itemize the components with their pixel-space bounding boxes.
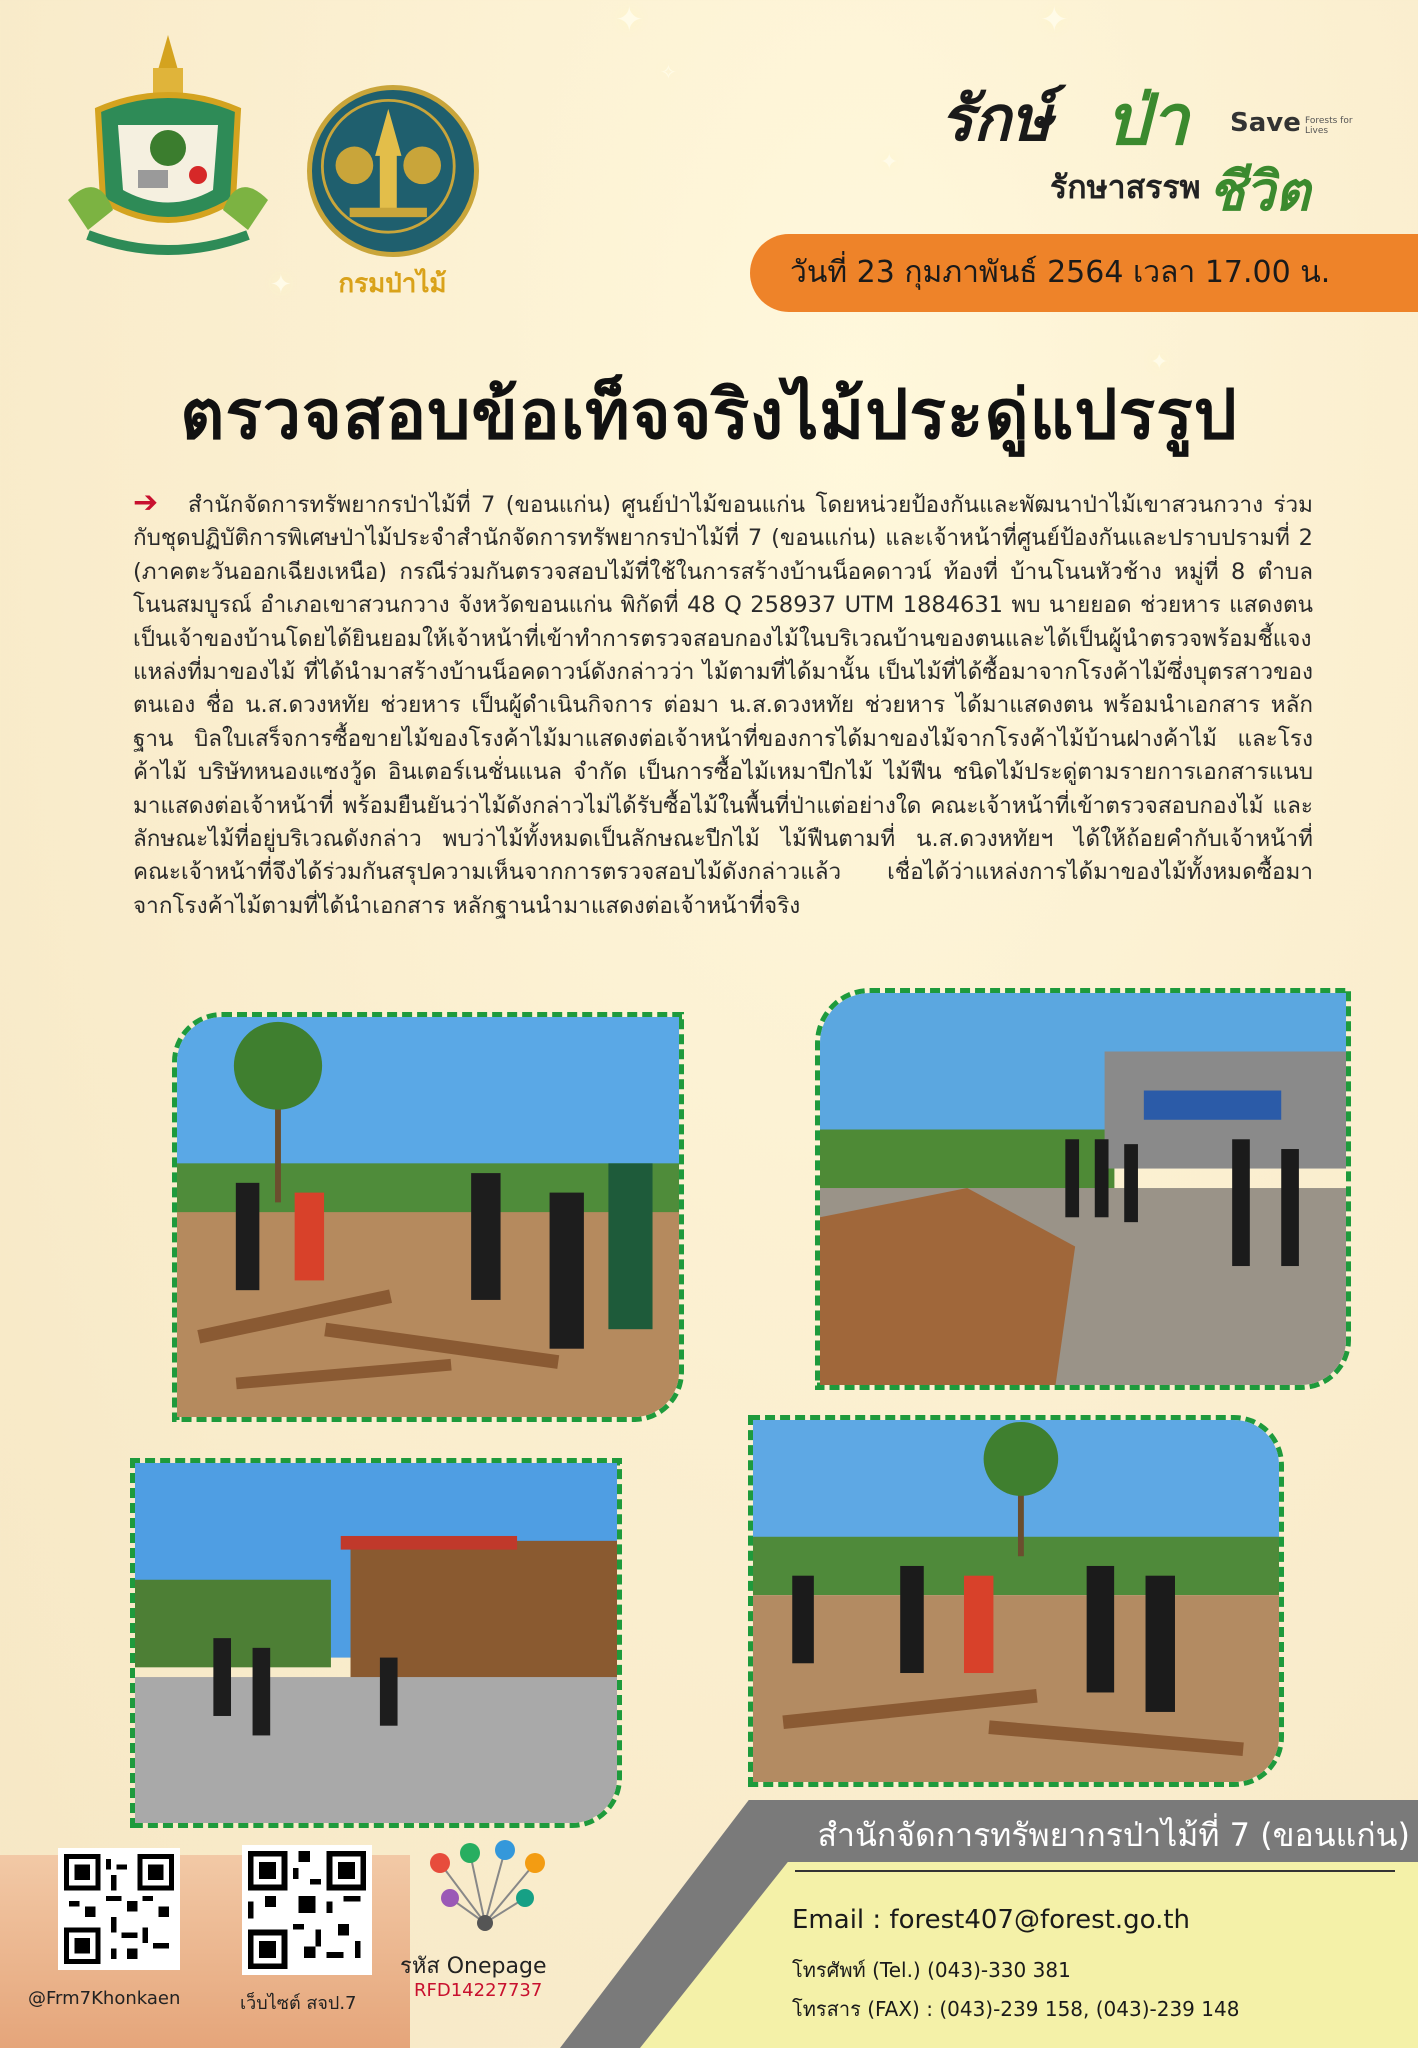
article-text: สำนักจัดการทรัพยากรป่าไม้ที่ 7 (ขอนแก่น) ศูนย์ป่าไม้ขอนแก่น โดยหน่วยป้องกันและพัฒนาป่าไม้เขาสวนกวาง ร่วมกับชุดปฏิบัติการพิเศษป่าไม้ประจำสำนักจัดการทรัพยากรป่าไม้ที่ 7 (ขอนแก่น) และเจ้าหน้าที่ศูนย์ป้องกันและปราบปรามที่ 2 (ภาคตะวันออกเฉียงเหนือ) กรณีร่วมกันตรวจสอบไม้ที่ใช้ในการสร้างบ้านน็อคดาวน์ ท้องที่ บ้านโนนหัวช้าง หมู่ที่ 8 ตำบลโนนสมบูรณ์ อำเภอเขาสวนกวาง จังหวัดขอนแก่น พิกัดที่ 48 Q 258937 UTM 1884631 พบ นายยอด ช่วยหาร แสดงตนเป็นเจ้าของบ้านโดยได้ยินยอมให้เจ้าหน้าที่เข้าทำการตรวจสอบกองไม้ในบริเวณบ้านของตนและได้เป็นผู้นำตรวจพร้อมชี้แจงแหล่งที่มาของไม้ ที่ได้นำมาสร้างบ้านน็อคดาวน์ดังกล่าวว่า ไม้ตามที่ได้มานั้น เป็นไม้ที่ได้ซื้อมาจากโรงค้าไม้ซึ่งบุตรสาวของตนเอง ชื่อ น.ส.ดวงหทัย ช่วยหาร เป็นผู้ดำเนินกิจการ ต่อมา น.ส.ดวงหทัย ช่วยหาร ได้มาแสดงตน พร้อมนำเอกสาร หลักฐาน บิลใบเสร็จการซื้อขายไม้ของโรงค้าไม้มาแสดงต่อเจ้าหน้าที่ของการได้มาของไม้จากโรงค้าไม้บ้านฝางค้าไม้ และโรงค้าไม้ บริษัทหนองแซงวู้ด อินเตอร์เนชั่นแนล จำกัด เป็นการซื้อไม้เหมาปีกไม้ ไม้ฟืน ชนิดไม้ประดู่ตามรายการเอกสารแนบมาแสดงต่อเจ้าหน้าที่ พร้อมยืนยันว่าไม้ดังกล่าวไม่ได้รับซื้อไม้ในพื้นที่ป่าแต่อย่างใด คณะเจ้าหน้าที่เข้าตรวจสอบกองไม้ และลักษณะไม้ที่อยู่บริเวณดังกล่าว พบว่าไม้ทั้งหมดเป็นลักษณะปีกไม้ ไม้ฟืนตามที่ น.ส.ดวงหทัยฯ ได้ให้ถ้อยคำกับเจ้าหน้าที่ คณะเจ้าหน้าที่จึงได้ร่วมกันสรุปความเห็นจากการตรวจสอบไม้ดังกล่าวแล้ว เชื่อได้ว่าแหล่งการได้มาของไม้ทั้งหมดซื้อมาจากโรงค้าไม้ตามที่ได้นำเอกสาร หลักฐานนำมาแสดงต่อเจ้าหน้าที่จริง <box>133 492 1313 919</box>
ministry-emblem-icon <box>58 30 278 260</box>
onepage-label: รหัส Onepage <box>400 1954 547 1979</box>
phone-contact: โทรศัพท์ (Tel.) (043)-330 381 <box>792 1958 1071 1982</box>
article-body <box>133 486 1313 923</box>
page-title: ตรวจสอบข้อเท็จจริงไม้ประดู่แปรรูป <box>180 376 1238 455</box>
inspection-photo-3 <box>130 1458 622 1828</box>
facebook-qr-code-icon[interactable] <box>58 1848 180 1970</box>
sparkle-decoration: ✦ <box>615 0 644 40</box>
brand-subtext: รักษาสรรพ <box>1050 168 1201 206</box>
sparkle-decoration: ✦ <box>1040 0 1069 40</box>
office-name: สำนักจัดการทรัพยากรป่าไม้ที่ 7 (ขอนแก่น) <box>817 1816 1410 1854</box>
inspection-photo-4 <box>748 1415 1284 1787</box>
forest-department-emblem-icon <box>305 85 480 300</box>
brand-subtext-accent: ชีวิต <box>1208 160 1311 223</box>
brand-text-accent: ป่า <box>1105 79 1189 161</box>
brand-text: รักษ์ <box>940 82 1052 155</box>
sparkle-decoration: ✦ <box>880 150 899 175</box>
fax-contact: โทรสาร (FAX) : (043)-239 158, (043)-239 148 <box>792 1997 1240 2021</box>
website-qr-caption: เว็บไซต์ สจป.7 <box>240 1993 357 2014</box>
website-qr-code-icon[interactable] <box>242 1845 372 1975</box>
divider <box>795 1870 1395 1872</box>
inspection-photo-1 <box>172 1012 684 1422</box>
red-arrow-icon: ➔ <box>133 485 159 520</box>
sparkle-decoration: ✧ <box>660 60 677 84</box>
onepage-code: RFD14227737 <box>414 1980 543 2001</box>
sparkle-decoration: ✦ <box>1150 350 1169 375</box>
inspection-photo-2 <box>815 988 1351 1390</box>
facebook-qr-caption: @Frm7Khonkaen <box>28 1988 181 2009</box>
campaign-logo <box>940 70 1360 223</box>
onepage-network-icon <box>410 1838 560 1938</box>
email-contact[interactable]: Email : forest407@forest.go.th <box>792 1905 1191 1935</box>
brand-tagline: Forests for Lives <box>1305 116 1353 136</box>
sparkle-decoration: ✦ <box>270 270 292 300</box>
department-label: กรมป่าไม้ <box>338 269 447 299</box>
brand-save: Save <box>1230 108 1301 138</box>
date-banner: วันที่ 23 กุมภาพันธ์ 2564 เวลา 17.00 น. <box>750 234 1418 312</box>
